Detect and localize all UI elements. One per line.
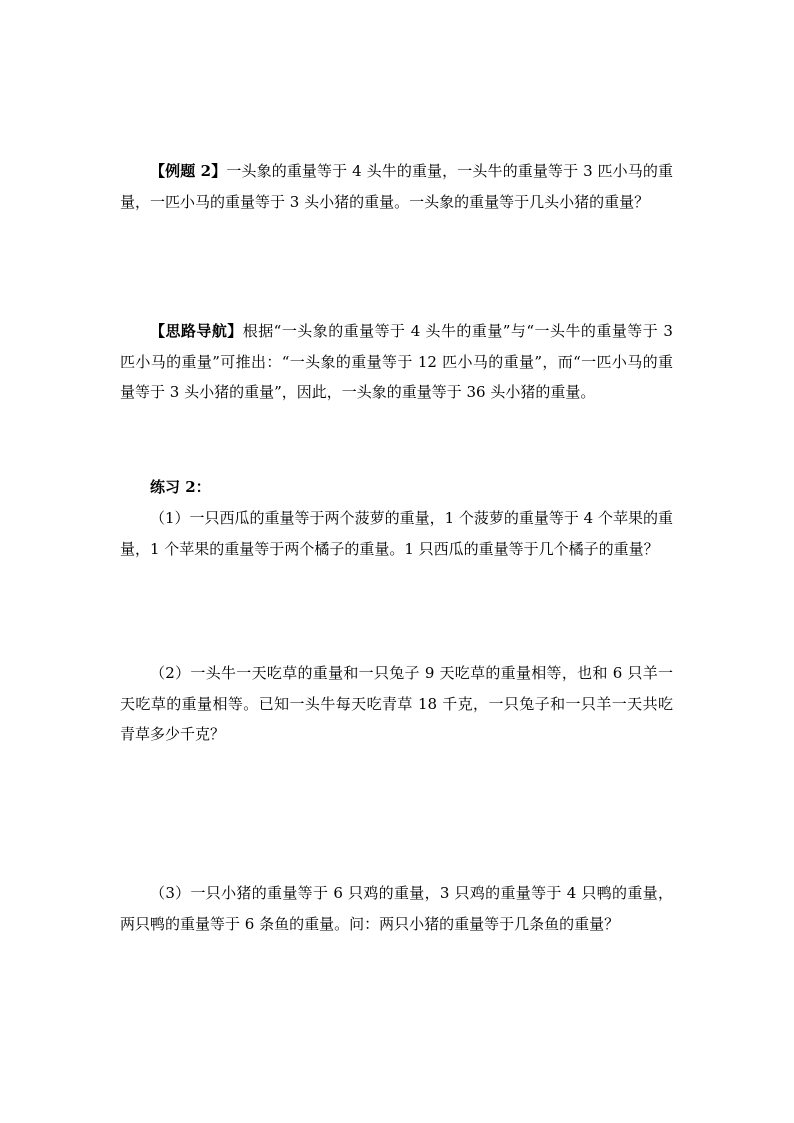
example-2-label: 【例题 2】 [150, 162, 227, 180]
guide-paragraph [120, 316, 673, 408]
practice-question-2: （2）一头牛一天吃草的重量和一只兔子 9 天吃草的重量相等，也和 6 只羊一天吃草的重量相等。已知一头牛每天吃青草 18 千克，一只兔子和一只羊一天共吃青草多少千克？ [120, 664, 673, 743]
example-2-paragraph [120, 156, 673, 217]
guide-text: 根据“一头象的重量等于 4 头牛的重量”与“一头牛的重量等于 3 匹小马的重量”可推出：“一头象的重量等于 12 匹小马的重量”，而“一匹小马的重量等于 3 头小猪的重量”，因此，一头象的重量等于 36 头小猪的重量。 [120, 322, 673, 401]
practice-question-3: （3）一只小猪的重量等于 6 只鸡的重量，3 只鸡的重量等于 4 只鸭的重量，两只鸭的重量等于 6 条鱼的重量。问：两只小猪的重量等于几条鱼的重量？ [120, 884, 673, 933]
guide-label: 【思路导航】 [150, 322, 243, 340]
practice-2-heading: 练习 2： [150, 478, 211, 496]
practice-question-1: （1）一只西瓜的重量等于两个菠萝的重量，1 个菠萝的重量等于 4 个苹果的重量，1 个苹果的重量等于两个橘子的重量。1 只西瓜的重量等于几个橘子的重量？ [120, 509, 673, 558]
example-2-text: 一头象的重量等于 4 头牛的重量，一头牛的重量等于 3 匹小马的重量，一匹小马的重量等于 3 头小猪的重量。一头象的重量等于几头小猪的重量？ [120, 162, 673, 211]
